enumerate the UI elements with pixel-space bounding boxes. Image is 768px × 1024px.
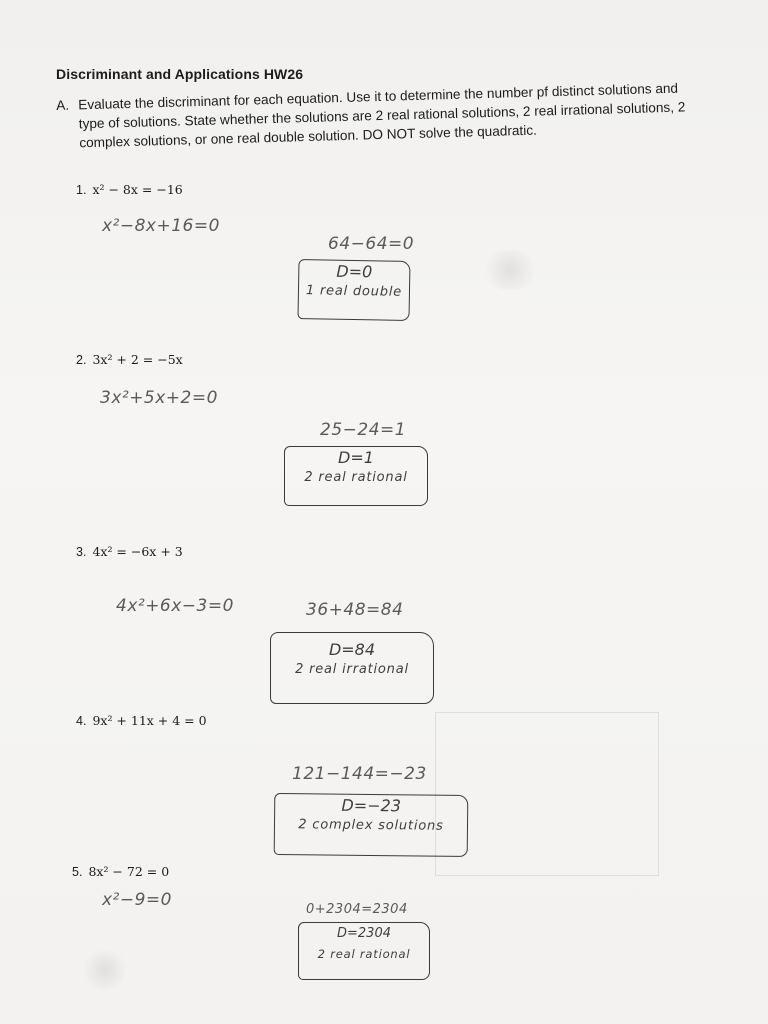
problem-equation: 9x² + 11x + 4 = 0 [92, 713, 207, 728]
discriminant-value: D=1 [338, 448, 374, 467]
problem-number: 2. [76, 353, 87, 367]
problem-equation: 8x² − 72 = 0 [88, 864, 170, 879]
problem-equation: 4x² = −6x + 3 [92, 544, 183, 559]
discriminant-value: D=2304 [337, 926, 391, 941]
answer-box [270, 632, 434, 704]
solution-type: 1 real double [305, 283, 403, 300]
handwritten-calc: 121−144=−23 [292, 764, 427, 784]
answer-box [298, 922, 430, 980]
handwritten-calc: 0+2304=2304 [306, 902, 408, 917]
answer-box [284, 446, 428, 506]
handwritten-calc: 25−24=1 [320, 420, 407, 440]
problem-number: 5. [72, 865, 83, 879]
instructions-text: Evaluate the discriminant for each equation. Use it to determine the number pf distinct solutions and type of solutions. State whether the solutions are 2 real rational solutions, 2 real irrational solutions, 2 complex solutions, or one real double solution. DO NOT solve the quadratic. [78, 80, 686, 151]
problem-2 [76, 352, 183, 367]
handwritten-calc: 64−64=0 [328, 234, 415, 254]
handwritten-work: 4x²+6x−3=0 [116, 596, 234, 616]
problem-equation: x² − 8x = −16 [92, 182, 183, 197]
handwritten-work: 3x²+5x+2=0 [100, 388, 218, 408]
handwritten-calc: 36+48=84 [306, 600, 404, 620]
handwritten-work: x²−9=0 [102, 890, 172, 910]
problem-3 [76, 544, 183, 559]
solution-type: 2 real rational [304, 470, 408, 485]
smudge [480, 250, 540, 290]
section-letter: A. [56, 97, 70, 113]
solution-type: 2 real rational [317, 947, 411, 961]
discriminant-value: D=0 [336, 261, 373, 282]
discriminant-value: D=84 [328, 640, 376, 659]
solution-type: 2 real irrational [295, 662, 409, 677]
answer-box [274, 793, 469, 857]
instructions [56, 78, 707, 153]
problem-number: 4. [76, 714, 87, 728]
problem-number: 3. [76, 545, 87, 559]
problem-number: 1. [76, 183, 87, 197]
problem-4 [76, 713, 207, 728]
solution-type: 2 complex solutions [298, 817, 444, 834]
handwritten-work: x²−8x+16=0 [102, 216, 220, 236]
problem-5 [72, 864, 169, 879]
worksheet-title: Discriminant and Applications HW26 [56, 66, 304, 82]
problem-1 [76, 182, 183, 197]
discriminant-value: D=−23 [341, 795, 402, 816]
smudge [80, 950, 130, 990]
answer-box [297, 259, 410, 321]
faint-rectangle [435, 712, 659, 876]
problem-equation: 3x² + 2 = −5x [92, 352, 183, 367]
